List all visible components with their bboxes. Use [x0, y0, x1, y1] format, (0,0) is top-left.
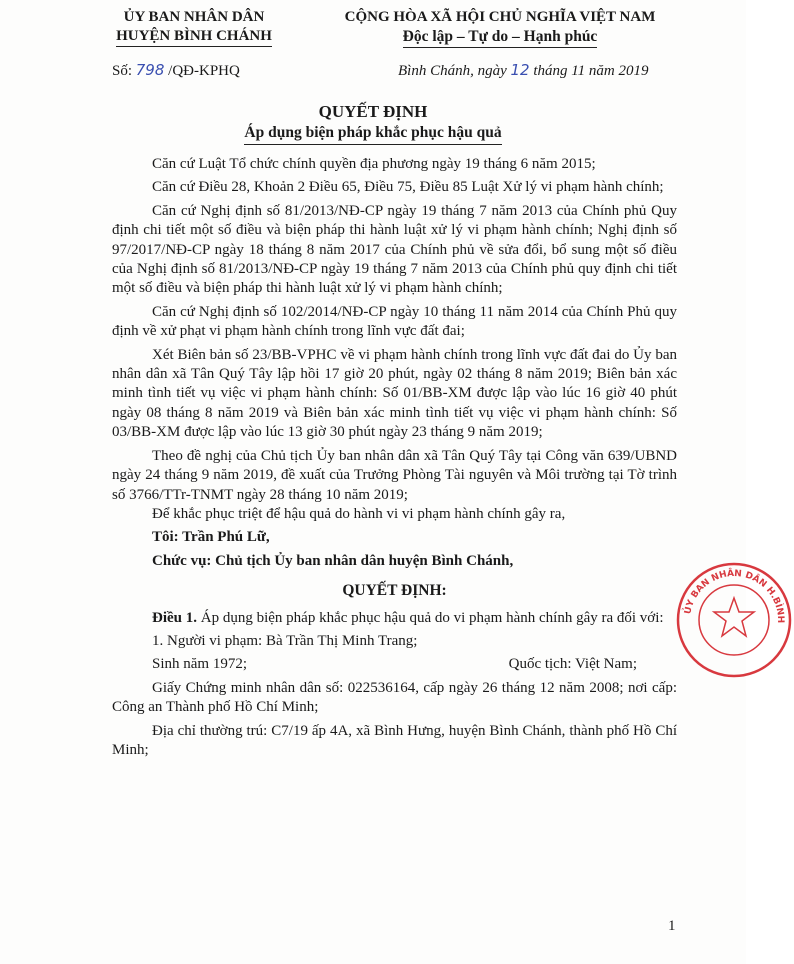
violator-line: 1. Người vi phạm: Bà Trần Thị Minh Trang;: [152, 632, 418, 649]
agency-line-2: HUYỆN BÌNH CHÁNH: [116, 27, 272, 47]
date-suffix: tháng 11 năm 2019: [533, 63, 649, 79]
paragraph-legal-basis-2: Căn cứ Điều 28, Khoản 2 Điều 65, Điều 75, Điều 85 Luật Xử lý vi phạm hành chính;: [152, 179, 664, 196]
article-1: [112, 609, 677, 628]
national-motto: Độc lập – Tự do – Hạnh phúc: [403, 27, 598, 48]
document-title: QUYẾT ĐỊNH: [318, 102, 428, 121]
nationality: Quốc tịch: Việt Nam;: [508, 656, 637, 673]
birth-nationality-line: [112, 655, 677, 674]
article-1-text: Áp dụng biện pháp khắc phục hậu quả do vi phạm hành chính gây ra đối với:: [197, 609, 664, 626]
paragraph-legal-basis-3: Căn cứ Nghị định số 81/2013/NĐ-CP ngày 19 tháng 7 năm 2013 của Chính phủ Quy định chi tiết một số điều và biện pháp thi hành luật xử lý vi phạm hành chính; Nghị định số 97/2017/NĐ-CP ngày 18 tháng 8 năm 2017 của Chính phủ về sửa đổi, bổ sung một số điều của Nghị định số 81/2013/NĐ-CP ngày 19 tháng 7 năm 2013 của Chính phủ quy định chi tiết một số điều và biện pháp thi hành luật xử lý vi phạm hành chính;: [112, 202, 677, 297]
signer-position: Chức vụ: Chủ tịch Ủy ban nhân dân huyện Bình Chánh,: [152, 552, 514, 569]
handwritten-day: 12: [510, 61, 530, 79]
national-header: [300, 8, 700, 48]
number-prefix: Số:: [112, 63, 133, 79]
paragraph-legal-basis-4: Căn cứ Nghị định số 102/2014/NĐ-CP ngày 10 tháng 11 năm 2014 của Chính Phủ quy định về xử phạt vi phạm hành chính trong lĩnh vực đất đai;: [112, 303, 677, 340]
birth-year: Sinh năm 1972;: [152, 656, 248, 673]
stamp-text: ỦY BAN NHÂN DÂN H.BÌNH: [683, 568, 786, 624]
agency-line-1: ỦY BAN NHÂN DÂN: [123, 9, 265, 25]
paragraph-considering: Xét Biên bản số 23/BB-VPHC về vi phạm hành chính trong lĩnh vực đất đai do Ủy ban nhân dân xã Tân Quý Tây lập hồi 17 giờ 20 phút, ngày 02 tháng 8 năm 2019; Biên bản xác minh tình tiết vụ việc vi phạm hành chính: Số 01/BB-XM được lập vào lúc 16 giờ 40 phút ngày 08 tháng 8 năm 2019 và Biên bản xác minh tình tiết vụ việc vi phạm hành chính: Số 03/BB-XM được lập vào lúc 13 giờ 30 phút ngày 23 tháng 9 năm 2019;: [112, 346, 677, 441]
paragraph-proposal: Theo đề nghị của Chủ tịch Ủy ban nhân dân xã Tân Quý Tây tại Công văn 639/UBND ngày 24 tháng 9 năm 2019, đề xuất của Trưởng Phòng Tài nguyên và Môi trường tại Tờ trình số 3766/TTr-TNMT ngày 28 tháng 10 năm 2019;: [112, 447, 677, 503]
paragraph-purpose: Để khắc phục triệt để hậu quả do hành vi vi phạm hành chính gây ra,: [152, 505, 566, 522]
issuing-agency: [104, 8, 284, 47]
document-date: [398, 61, 648, 80]
article-1-label: Điều 1.: [152, 609, 197, 626]
document-subtitle: Áp dụng biện pháp khắc phục hậu quả: [244, 124, 501, 145]
address-line: Địa chỉ thường trú: C7/19 ấp 4A, xã Bình Hưng, huyện Bình Chánh, thành phố Hồ Chí Minh;: [112, 722, 677, 758]
date-prefix: Bình Chánh, ngày: [398, 63, 507, 79]
number-suffix: /QĐ-KPHQ: [168, 63, 240, 79]
nation-name: CỘNG HÒA XÃ HỘI CHỦ NGHĨA VIỆT NAM: [344, 9, 656, 25]
document-number: [112, 61, 240, 80]
official-stamp: [674, 560, 794, 680]
signer-name: Tôi: Trần Phú Lữ,: [152, 529, 270, 546]
id-card-line: Giấy Chứng minh nhân dân số: 022536164, cấp ngày 26 tháng 12 năm 2008; nơi cấp: Công an Thành phố Hồ Chí Minh;: [112, 679, 677, 716]
handwritten-number: 798: [135, 61, 165, 79]
decision-heading: QUYẾT ĐỊNH:: [342, 582, 447, 600]
page-number: 1: [668, 918, 676, 934]
document-body: [112, 155, 677, 760]
paragraph-legal-basis-1: Căn cứ Luật Tổ chức chính quyền địa phương ngày 19 tháng 6 năm 2015;: [152, 156, 596, 172]
